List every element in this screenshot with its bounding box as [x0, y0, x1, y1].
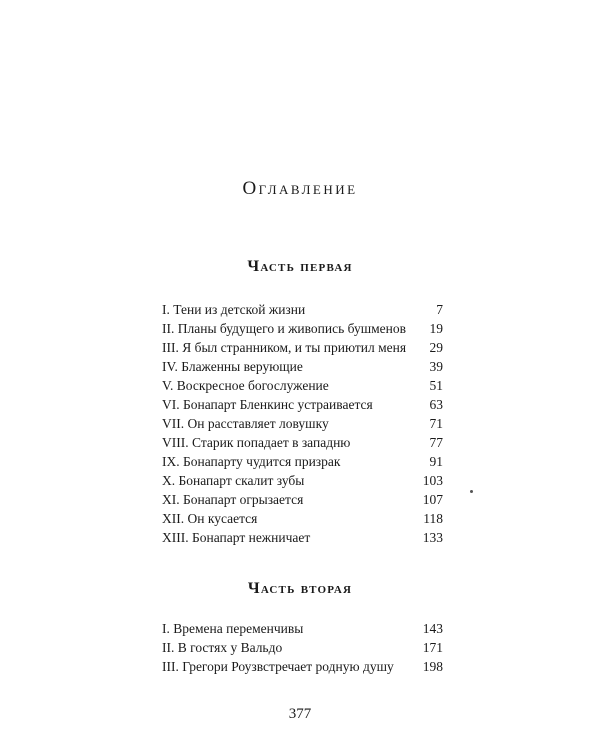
toc-entry[interactable]: [162, 395, 443, 414]
toc-entry-title: II. Планы будущего и живопись бушменов: [162, 321, 407, 336]
toc-entry[interactable]: [162, 357, 443, 376]
part-two-title: Часть вторая: [247, 580, 353, 597]
toc-entry-title: I. Времена переменчивы: [162, 621, 304, 636]
toc-entry-page: 29: [429, 340, 443, 355]
toc-entry-title: XIII. Бонапарт нежничает: [162, 530, 311, 545]
toc-entry-page: 198: [422, 659, 443, 674]
toc-entry-title: VII. Он расставляет ловушку: [162, 416, 329, 431]
part-two-toc: [162, 619, 443, 676]
page-number: 377: [288, 706, 312, 722]
toc-entry-page: 39: [429, 359, 443, 374]
toc-entry[interactable]: [162, 638, 443, 657]
toc-entry-title: III. Грегори Роузвстречает родную душу: [162, 659, 394, 674]
toc-entry-page: 171: [422, 640, 443, 655]
part-one-title: Часть первая: [247, 258, 353, 275]
toc-entry-title: IV. Блаженны верующие: [162, 359, 303, 374]
toc-entry[interactable]: [162, 319, 443, 338]
page-title: Оглавление: [242, 178, 358, 199]
toc-entry-title: X. Бонапарт скалит зубы: [162, 473, 305, 488]
toc-entry-page: 103: [422, 473, 443, 488]
toc-entry[interactable]: [162, 433, 443, 452]
toc-entry-page: 133: [422, 530, 443, 545]
toc-entry-page: 71: [429, 416, 443, 431]
toc-entry-page: 107: [422, 492, 443, 507]
toc-entry[interactable]: [162, 509, 443, 528]
toc-entry[interactable]: [162, 657, 443, 676]
toc-entry-title: III. Я был странником, и ты приютил меня: [162, 340, 407, 355]
toc-entry-page: 19: [429, 321, 443, 336]
toc-entry-page: 51: [429, 378, 443, 393]
toc-entry-title: I. Тени из детской жизни: [162, 302, 306, 317]
toc-entry-page: 7: [436, 302, 443, 317]
toc-entry[interactable]: [162, 619, 443, 638]
toc-entry-page: 77: [429, 435, 443, 450]
toc-entry-title: II. В гостях у Вальдо: [162, 640, 283, 655]
toc-entry[interactable]: [162, 471, 443, 490]
toc-entry-page: 118: [423, 511, 443, 526]
toc-entry[interactable]: [162, 300, 443, 319]
toc-entry-title: VI. Бонапарт Бленкинс устраивается: [162, 397, 373, 412]
toc-entry-page: 63: [429, 397, 443, 412]
toc-entry[interactable]: [162, 376, 443, 395]
toc-entry-title: IX. Бонапарту чудится призрак: [162, 454, 341, 469]
toc-entry-page: 143: [422, 621, 443, 636]
toc-entry[interactable]: [162, 338, 443, 357]
toc-entry-title: XII. Он кусается: [162, 511, 258, 526]
scan-speck: [470, 490, 473, 493]
toc-entry-page: 91: [429, 454, 443, 469]
toc-entry[interactable]: [162, 452, 443, 471]
toc-entry[interactable]: [162, 490, 443, 509]
toc-entry-title: XI. Бонапарт огрызается: [162, 492, 304, 507]
toc-entry[interactable]: [162, 414, 443, 433]
toc-entry-title: V. Воскресное богослужение: [162, 378, 329, 393]
part-one-toc: [162, 300, 443, 547]
toc-entry[interactable]: [162, 528, 443, 547]
toc-entry-title: VIII. Старик попадает в западню: [162, 435, 351, 450]
